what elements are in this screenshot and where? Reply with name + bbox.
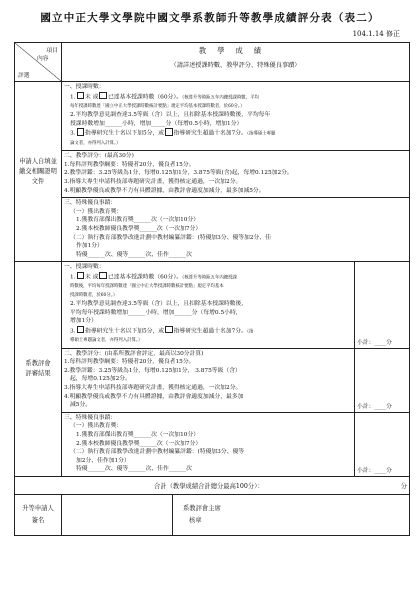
committee-deeds-row [15, 412, 410, 476]
applicant-special-deeds-section: 三、特殊優良事蹟： （一）獲出教育獎： 1.獲教育部傑出教育獎______次（一次加10分） 2.獲本校教師優良教學獎______次（一次加7分） （二）執行教育部教學改進計劃中教材編纂評鑑：(特優加3分、優等加2分、佳 作加1分） 特優______次、優等______次、佳作______次 [64, 200, 271, 258]
revision-date: 104.1.14 修正 [352, 30, 400, 38]
committee-hours-subtotal[interactable]: 小計：____分 [355, 262, 410, 348]
applicant-teaching-hours-section: 一、授課時數： 1. 未 或 已達基本授課時數（60分）。（核算升等時距五年內總授課時數，平均 每年授課時數達「國立中正大學授課時數核計要點」規定平均基本授課時數者，於60分。） 2.平均教學意見調查達3.5等級（含）以上，且扣除基本授課時數後，平均每年 授課時數增加______小時，增加_____分（每增0.5小時，增加1分） 3. 指導研究生十名以下加5分，或 指導研究生超過十名加7分。（指導碩士專題 論文者，亦得列入計算。） [62, 82, 409, 151]
committee-teaching-score-section: 二、教學評分：(由系所教評會評定，最高以30分計算) 1.每科評判教學綱要：特優者20分，優良者15分。 2.教學評鑑：3.25等級為1分，每增0.125加1分， 3.875等級（含） 起，每增0.125加2分。 3.指導大專生申請科技部專題研究計畫，獲得核定通過，一次加2分。 4.明顯教學優良或教學不力有具體證據，由教評會適度加減分，最多加 減5分。 [62, 348, 355, 412]
applicant-over-ten-checkbox[interactable] [165, 128, 173, 136]
corner-item-label: 項目 [46, 48, 58, 54]
committee-not-reached-checkbox[interactable] [77, 272, 85, 280]
evaluation-table [14, 42, 410, 536]
applicant-content-cell [62, 82, 410, 262]
form-title: 國立中正大學文學院中國文學系教師升等教學成績評分表（表二） [40, 12, 380, 24]
chair-signature-label: 系教評會主席 核章 [183, 504, 221, 524]
committee-deeds-subtotal[interactable]: 小計：____分 [355, 412, 410, 476]
total-row [15, 476, 410, 494]
committee-hours-row [15, 262, 410, 348]
total-label: 合計（教學成績合計總分最高100分）： [154, 482, 264, 490]
table-header-row [15, 43, 410, 82]
corner-evaluator-label: 評選 [18, 73, 30, 79]
applicant-row-label: 申請人自填並 繳交相關證明 文件 [15, 82, 62, 262]
header-main-title: 教學成績 [198, 46, 273, 55]
header-main-cell [62, 43, 410, 82]
committee-teaching-hours-section: 一、授課時數： 1. 未 或 已達基本授課時數（60分）。（核算升等時距五年內總授課 時數後，平均每年授課時數達「國立中正大學授課時數核計要點」規定平均基本 授課時數者，於60分。） 2.平均教學意見調查達3.5等級（含）以上，且扣除基本授課時數後， 平均每年授課時數增加______小時，增加______分（每增0.5小時， 增加1分） 3. 指導研究生十名以下加5分，或 指導研究生超過十名加7分。（指 導碩士專題論文者，亦得列入計算。） [62, 262, 355, 348]
applicant-teaching-score-section: 二、教學評分：(最高30分) 1.每科評判教學綱要：特優者20分，優良者15分。 2.教學評鑑：3.25等級為1分，每增0.125加1分，3.875等級(含)起，每增0.125加2分。 3.指導大專生申請科技部專題研究計畫，獲得核定通過，一次加2分。 4.明顯教學優良或教學不力有具體證據，由教評會適度加減分，最多加減5分。 [62, 151, 409, 198]
corner-content-label: 內容 [37, 56, 49, 62]
committee-under-ten-checkbox[interactable] [77, 326, 85, 334]
applicant-under-ten-checkbox[interactable] [77, 128, 85, 136]
committee-score-row [15, 348, 410, 412]
applicant-signature-field[interactable] [62, 495, 173, 535]
committee-row-label: 系教評會 評審結果 [15, 262, 62, 477]
header-corner-cell [15, 43, 62, 82]
signature-row [15, 494, 410, 535]
committee-special-deeds-section: 三、特殊優良事蹟： （一）獲出教育獎： 1.獲教育部傑出教育獎______次（一次加10分） 2.獲本校教師優良教學獎______次（一次加7分） （二）執行教育部教學改進計劃中教材編纂評鑑：(特優加3分、優等 加2分、佳作加1分） 特優______次、優等______次、佳作______次 [62, 412, 355, 476]
signature-area [62, 494, 410, 535]
header-subtitle: （請詳述授課時數、教學評分、特殊優良事蹟） [170, 62, 301, 69]
applicant-row [15, 82, 410, 262]
applicant-not-reached-checkbox[interactable] [77, 92, 85, 100]
diagonal-header [15, 43, 61, 81]
applicant-reached-checkbox[interactable] [99, 92, 107, 100]
applicant-signature-label: 升等申請人 簽名 [15, 494, 62, 535]
total-unit: 分 [400, 482, 407, 490]
total-score-cell[interactable] [15, 476, 410, 494]
committee-over-ten-checkbox[interactable] [165, 326, 173, 334]
committee-reached-checkbox[interactable] [99, 272, 107, 280]
committee-score-subtotal[interactable]: 小計：____分 [355, 348, 410, 412]
